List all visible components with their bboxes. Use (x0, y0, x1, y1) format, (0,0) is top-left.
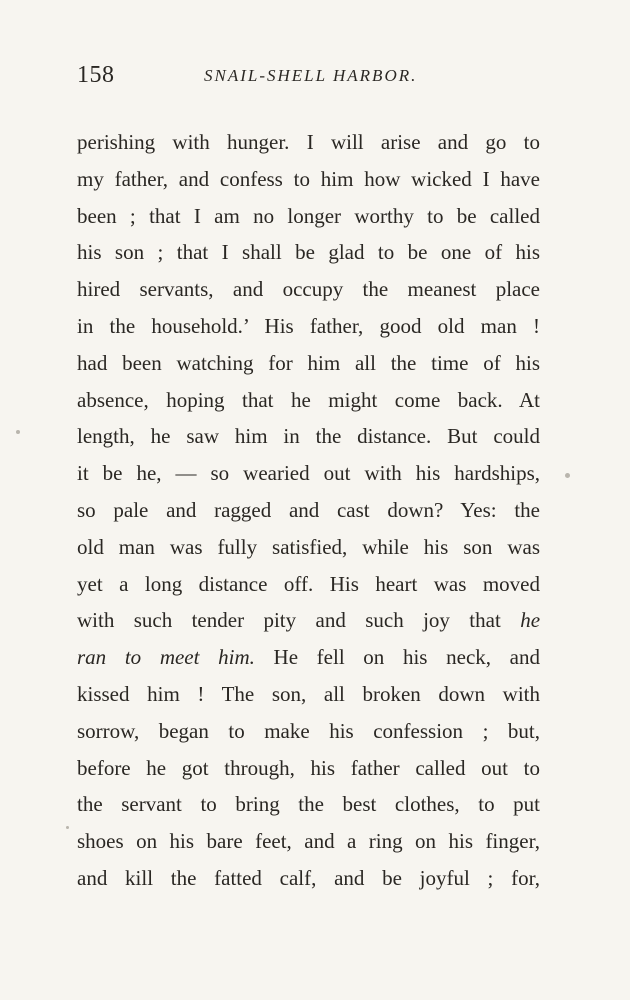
italic-text: ran to meet him. (77, 645, 255, 670)
paper-speck (565, 473, 570, 478)
paper-speck (16, 430, 20, 434)
text-line: my father, and confess to him how wicked I have (77, 166, 540, 191)
text-segment: He fell on his neck, and (273, 645, 540, 670)
text-line (77, 639, 540, 676)
text-line: perishing with hunger. I will arise and go to (77, 130, 540, 154)
paper-speck (66, 826, 69, 829)
text-line: been ; that I am no longer worthy to be called (77, 203, 540, 228)
text-line: in the household.’ His father, good old man ! (77, 313, 540, 338)
text-line: and kill the fatted calf, and be joyful ; for, (77, 865, 540, 890)
page-header (77, 62, 545, 96)
page-number: 158 (77, 62, 115, 88)
text-line (77, 602, 540, 639)
text-line: kissed him ! The son, all broken down with (77, 681, 540, 706)
text-line: it be he, — so wearied out with his hardships, (77, 461, 540, 486)
italic-text: he (520, 608, 540, 633)
text-line: yet a long distance off. His heart was moved (77, 571, 540, 596)
running-head: SNAIL-SHELL HARBOR. (204, 66, 418, 85)
text-line: old man was fully satisfied, while his son was (77, 534, 540, 559)
text-line: sorrow, began to make his confession ; but, (77, 718, 540, 743)
text-line: absence, hoping that he might come back. At (77, 387, 540, 412)
text-segment: with such tender pity and such joy that (77, 608, 501, 633)
text-line: length, he saw him in the distance. But could (77, 424, 540, 449)
text-line: shoes on his bare feet, and a ring on his finger, (77, 829, 540, 854)
text-line: the servant to bring the best clothes, to put (77, 792, 540, 817)
text-line: so pale and ragged and cast down? Yes: the (77, 497, 540, 522)
body-text (77, 124, 540, 897)
text-line: his son ; that I shall be glad to be one of his (77, 240, 540, 265)
text-line: had been watching for him all the time of his (77, 350, 540, 375)
text-line: hired servants, and occupy the meanest place (77, 277, 540, 302)
text-line: before he got through, his father called out to (77, 755, 540, 780)
